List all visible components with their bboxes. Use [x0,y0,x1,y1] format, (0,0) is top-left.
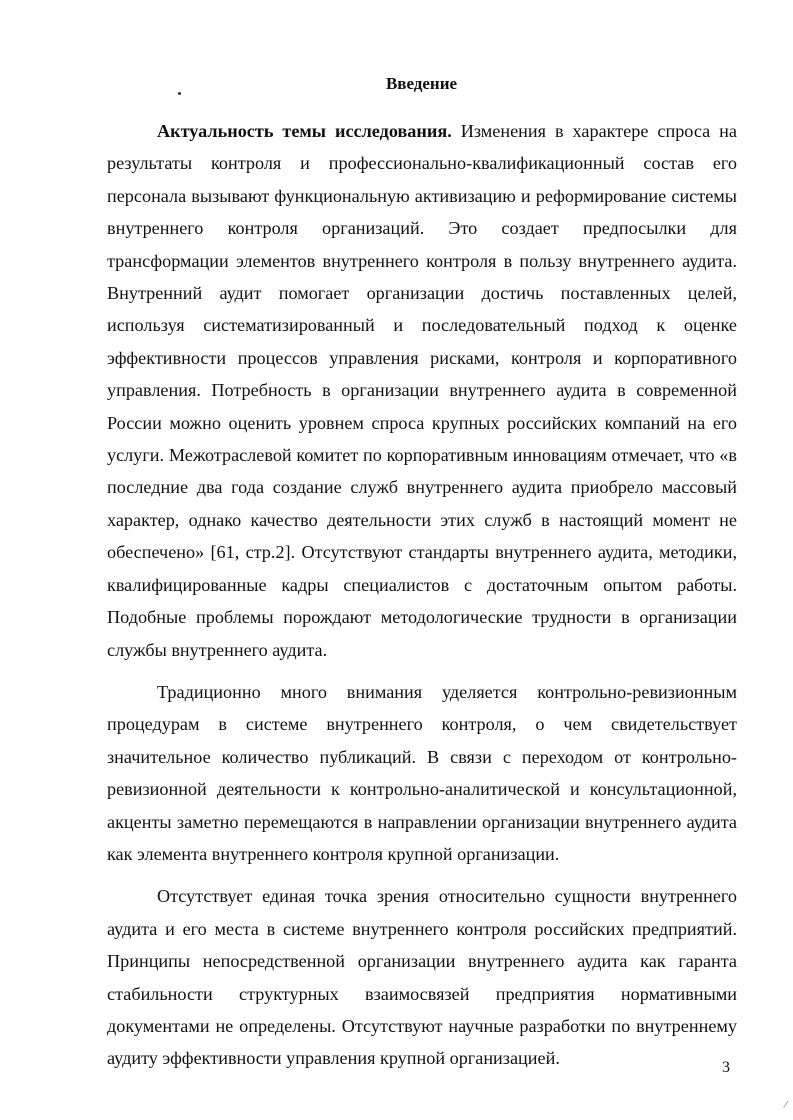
paragraph-lead: Актуальность темы исследования. [157,121,452,141]
section-heading: Введение [385,74,458,93]
paragraph-traditional: Традиционно много внимания уделяется контрольно-ревизионным процедурам в системе внутреннего контроля, о чем свидетельствует значительное количество публикаций. В связи с переходом от контрольно-ревизионной деятельности к контрольно-аналитической и консультационной, акценты заметно перемещаются в направлении организации внутреннего аудита как элемента внутреннего контроля крупной организации. [107,681,737,864]
body-text [107,115,737,1075]
page-number: 3 [722,1059,730,1076]
scan-artifact-dot [178,92,181,95]
paragraph-relevance [107,115,737,666]
paragraph-text: Изменения в характере спроса на результаты контроля и профессионально-квалификационный состав его персонала вызывают функциональную активизацию и реформирование системы внутреннего контроля организаций. Это создает предпосылки для трансформации элементов внутреннего контроля в пользу внутреннего аудита. Внутренний аудит помогает организации достичь поставленных целей, используя систематизированный и последовательный подход к оценке эффективности процессов управления рисками, контроля и корпоративного управления. Потребность в организации внутреннего аудита в современной России можно оценить уровнем спроса крупных российских компаний на его услуги. Межотраслевой комитет по корпоративным инновациям отмечает, что «в последние два года создание служб внутреннего аудита приобрело массовый характер, однако качество деятельности этих служб в настоящий момент не обеспечено» [61, стр.2]. Отсутствуют стандарты внутреннего аудита, методики, квалифицированные кадры специалистов с достаточным опытом работы. Подобные проблемы порождают методологические трудности в организации службы внутреннего аудита. [107,121,737,660]
scan-artifact-mark: ⁄ [785,1100,787,1111]
paragraph-no-consensus: Отсутствует единая точка зрения относительно сущности внутреннего аудита и его места в системе внутреннего контроля российских предприятий. Принципы непосредственной организации внутреннего аудита как гаранта стабильности структурных взаимосвязей предприятия нормативными документами не определены. Отсутствуют научные разработки по внутреннему аудиту эффективности управления крупной организацией. [107,886,737,1069]
